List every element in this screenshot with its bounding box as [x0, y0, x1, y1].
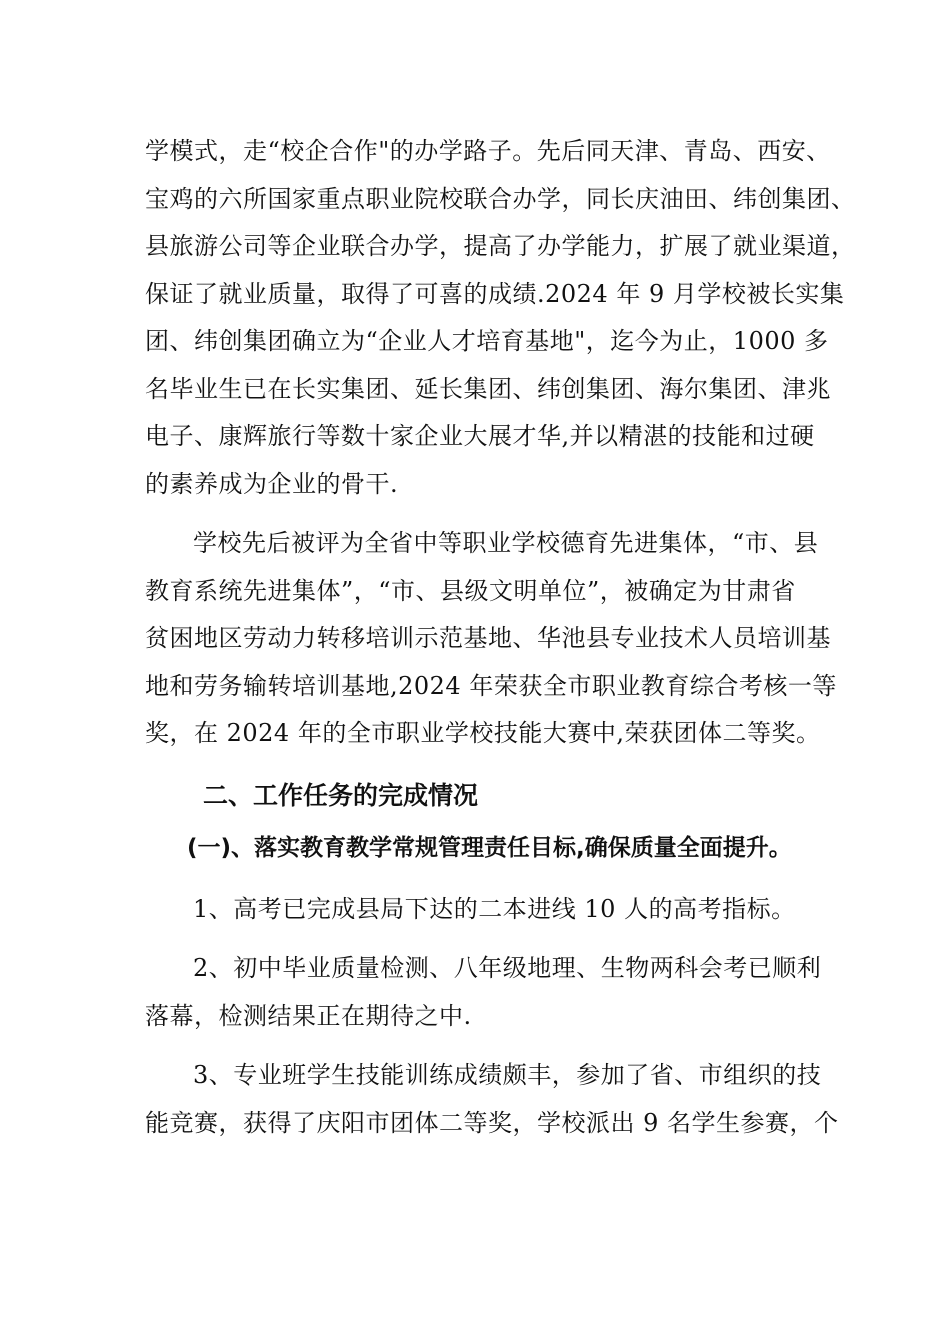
paragraph-spacer — [145, 874, 875, 886]
text-line: 保证了就业质量，取得了可喜的成绩.2024 年 9 月学校被长实集 — [145, 279, 845, 308]
text-line: 名毕业生已在长实集团、延长集团、纬创集团、海尔集团、津兆 — [145, 374, 831, 403]
paragraph-spacer — [145, 933, 875, 945]
paragraph-spacer — [145, 1040, 875, 1052]
section-heading: 二、工作任务的完成情况 — [203, 780, 479, 810]
text-line: 学校先后被评为全省中等职业学校德育先进集体，“市、县 — [193, 529, 819, 557]
text-line: 贫困地区劳动力转移培训示范基地、华池县专业技术人员培训基 — [145, 624, 831, 652]
text-line: 2、初中毕业质量检测、八年级地理、生物两科会考已顺利 — [193, 954, 822, 982]
text-line: 教育系统先进集体”，“市、县级文明单位”，被确定为甘肃省 — [145, 576, 796, 605]
list-item — [145, 945, 875, 1040]
text-line: 地和劳务输转培训基地,2024 年荣获全市职业教育综合考核一等 — [145, 671, 837, 700]
text-line: 团、纬创集团确立为“企业人才培育基地"，迄今为止，1000 多 — [145, 327, 829, 355]
text-line: 县旅游公司等企业联合办学，提高了办学能力，扩展了就业渠道， — [145, 232, 856, 260]
list-item — [145, 1052, 875, 1147]
text-line: 1、高考已完成县局下达的二本进线 10 人的高考指标。 — [193, 894, 796, 923]
text-line: 奖，在 2024 年的全市职业学校技能大赛中,荣获团体二等奖。 — [145, 719, 821, 747]
paragraph-spacer — [145, 758, 875, 770]
paragraph-school-enterprise — [145, 128, 875, 508]
list-item — [145, 886, 875, 934]
paragraph-spacer — [145, 508, 875, 520]
text-line: 能竞赛，获得了庆阳市团体二等奖，学校派出 9 名学生参赛，个 — [145, 1108, 839, 1137]
paragraph-honors — [145, 520, 875, 758]
text-line: 学模式，走“校企合作"的办学路子。先后同天津、青岛、西安、 — [145, 137, 831, 165]
text-line: 宝鸡的六所国家重点职业院校联合办学，同长庆油田、纬创集团、 — [145, 184, 856, 213]
text-line: 电子、康辉旅行等数十家企业大展才华,并以精湛的技能和过硬 — [145, 422, 815, 450]
text-line: 的素养成为企业的骨干. — [145, 469, 399, 498]
text-line: 落幕，检测结果正在期待之中. — [145, 1001, 472, 1030]
text-line: 3、专业班学生技能训练成绩颇丰，参加了省、市组织的技 — [193, 1061, 822, 1089]
document-body — [145, 128, 875, 1147]
subsection-heading: (一)、落实教育教学常规管理责任目标,确保质量全面提升。 — [187, 834, 792, 861]
